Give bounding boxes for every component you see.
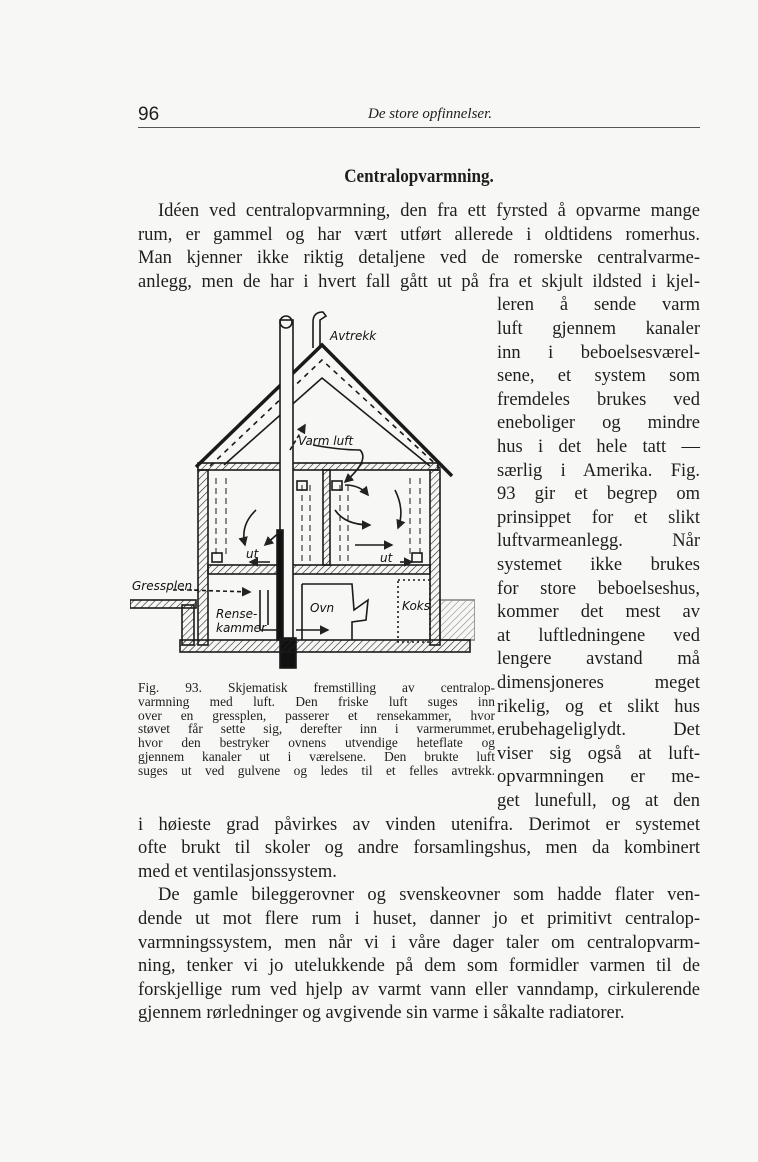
text-line: anlegg, men de har i hvert fall gått ut på fra et skjult ildsted i kjel- <box>138 271 700 292</box>
label-rense: Rense- <box>216 607 258 621</box>
text-line: hus i det hele tatt — <box>497 437 700 457</box>
label-ovn: Ovn <box>310 601 335 615</box>
label-avtrekk: Avtrekk <box>330 329 377 343</box>
caption-line: hvor den bestryker ovnens utvendige heteflate og <box>138 735 495 751</box>
section-title: Centralopvarmning. <box>344 166 494 187</box>
text-line: opvarmningen er me- <box>497 767 700 788</box>
text-line: kommer det mest av <box>497 602 700 623</box>
text-line: rikelig, og et slikt hus <box>497 696 700 717</box>
caption-line: over en gressplen, passerer et rensekammer, hvor <box>138 707 495 723</box>
label-ut-left: ut <box>246 547 259 561</box>
caption-line: Fig. 93. Skjematisk fremstilling av centralop- <box>138 680 495 695</box>
text-line: prinsippet for et slikt <box>497 507 700 528</box>
text-line: for store beboelseshus, <box>497 578 700 599</box>
text-line: leren å sende varm <box>497 295 700 316</box>
page-number: 96 <box>138 104 160 125</box>
hot-air-heating-diagram <box>130 300 475 672</box>
text-line: De gamle bileggerovner og svenskeovner som hadde flater ven- <box>158 885 700 906</box>
text-line: forskjellige rum ved hjelp av varmt vann eller vanndamp, cirkulerende <box>138 979 700 1000</box>
running-title: De store opfinnelser. <box>367 106 492 122</box>
label-gressplen: Gressplen <box>132 579 193 593</box>
text-line: systemet ikke brukes <box>497 555 700 575</box>
label-kammer: kammer <box>216 621 266 635</box>
header-rule <box>138 127 700 128</box>
text-line: get lunefull, og at den <box>497 791 700 811</box>
text-line: eneboliger og mindre <box>497 413 700 434</box>
text-line: særlig i Amerika. Fig. <box>497 460 700 481</box>
text-line: luft gjennem kanaler <box>497 319 700 339</box>
text-line: dende ut mot flere rum i huset, danner jo et primitivt centralop- <box>138 909 700 929</box>
text-line: rum, er gammel og har vært utført allerede i oldtidens romerhus. <box>138 224 700 245</box>
text-line: fremdeles brukes ved <box>497 389 700 410</box>
caption-line: varmning med luft. Den friske luft suges inn <box>138 693 495 709</box>
text-line: varmningssystem, men når vi i våre dager taler om centralopvarm- <box>138 932 700 953</box>
label-ut-right: ut <box>380 551 393 565</box>
figure-caption <box>138 681 495 778</box>
text-line: dimensjoneres meget <box>497 673 700 693</box>
text-line: Man kjenner ikke riktig detaljene ved de romerske centralvarme- <box>138 248 700 269</box>
text-line: erubehageliglydt. Det <box>497 720 700 741</box>
text-line: sene, et system som <box>497 366 700 387</box>
caption-line: suges ut ved gulvene og ledes til et felles avtrekk. <box>138 762 495 778</box>
text-line: luftvarmeanlegg. Når <box>497 531 700 552</box>
text-line: 93 gir et begrep om <box>497 484 700 505</box>
label-varm-luft: Varm luft <box>298 434 354 448</box>
text-line: ning, tenker vi jo utelukkende på dem som formidler varmen til de <box>138 956 700 977</box>
text-line: Idéen ved centralopvarmning, den fra ett fyrsted å opvarme mange <box>158 201 700 221</box>
text-line: i høieste grad påvirkes av vinden utenifra. Derimot er systemet <box>138 814 700 835</box>
caption-line: støvet får sette sig, derefter inn i varmerummet, <box>138 721 495 737</box>
text-line: ofte brukt til skoler og andre forsamlingshus, men da kombinert <box>138 838 700 859</box>
house-drawing <box>130 312 475 668</box>
text-line: at luftledningene ved <box>497 625 700 646</box>
text-line: viser sig også at luft- <box>497 743 700 764</box>
text-line: gjennem rørledninger og avgivende sin varme i såkalte radiatorer. <box>138 1003 625 1024</box>
label-koks: Koks <box>402 599 430 613</box>
text-line: med et ventilasjonssystem. <box>138 861 337 882</box>
caption-line: gjennem kanaler ut i værelsene. Den brukte luft <box>138 748 495 764</box>
text-line: inn i beboelsesværel- <box>497 342 700 363</box>
text-line: lengere avstand må <box>497 649 700 670</box>
